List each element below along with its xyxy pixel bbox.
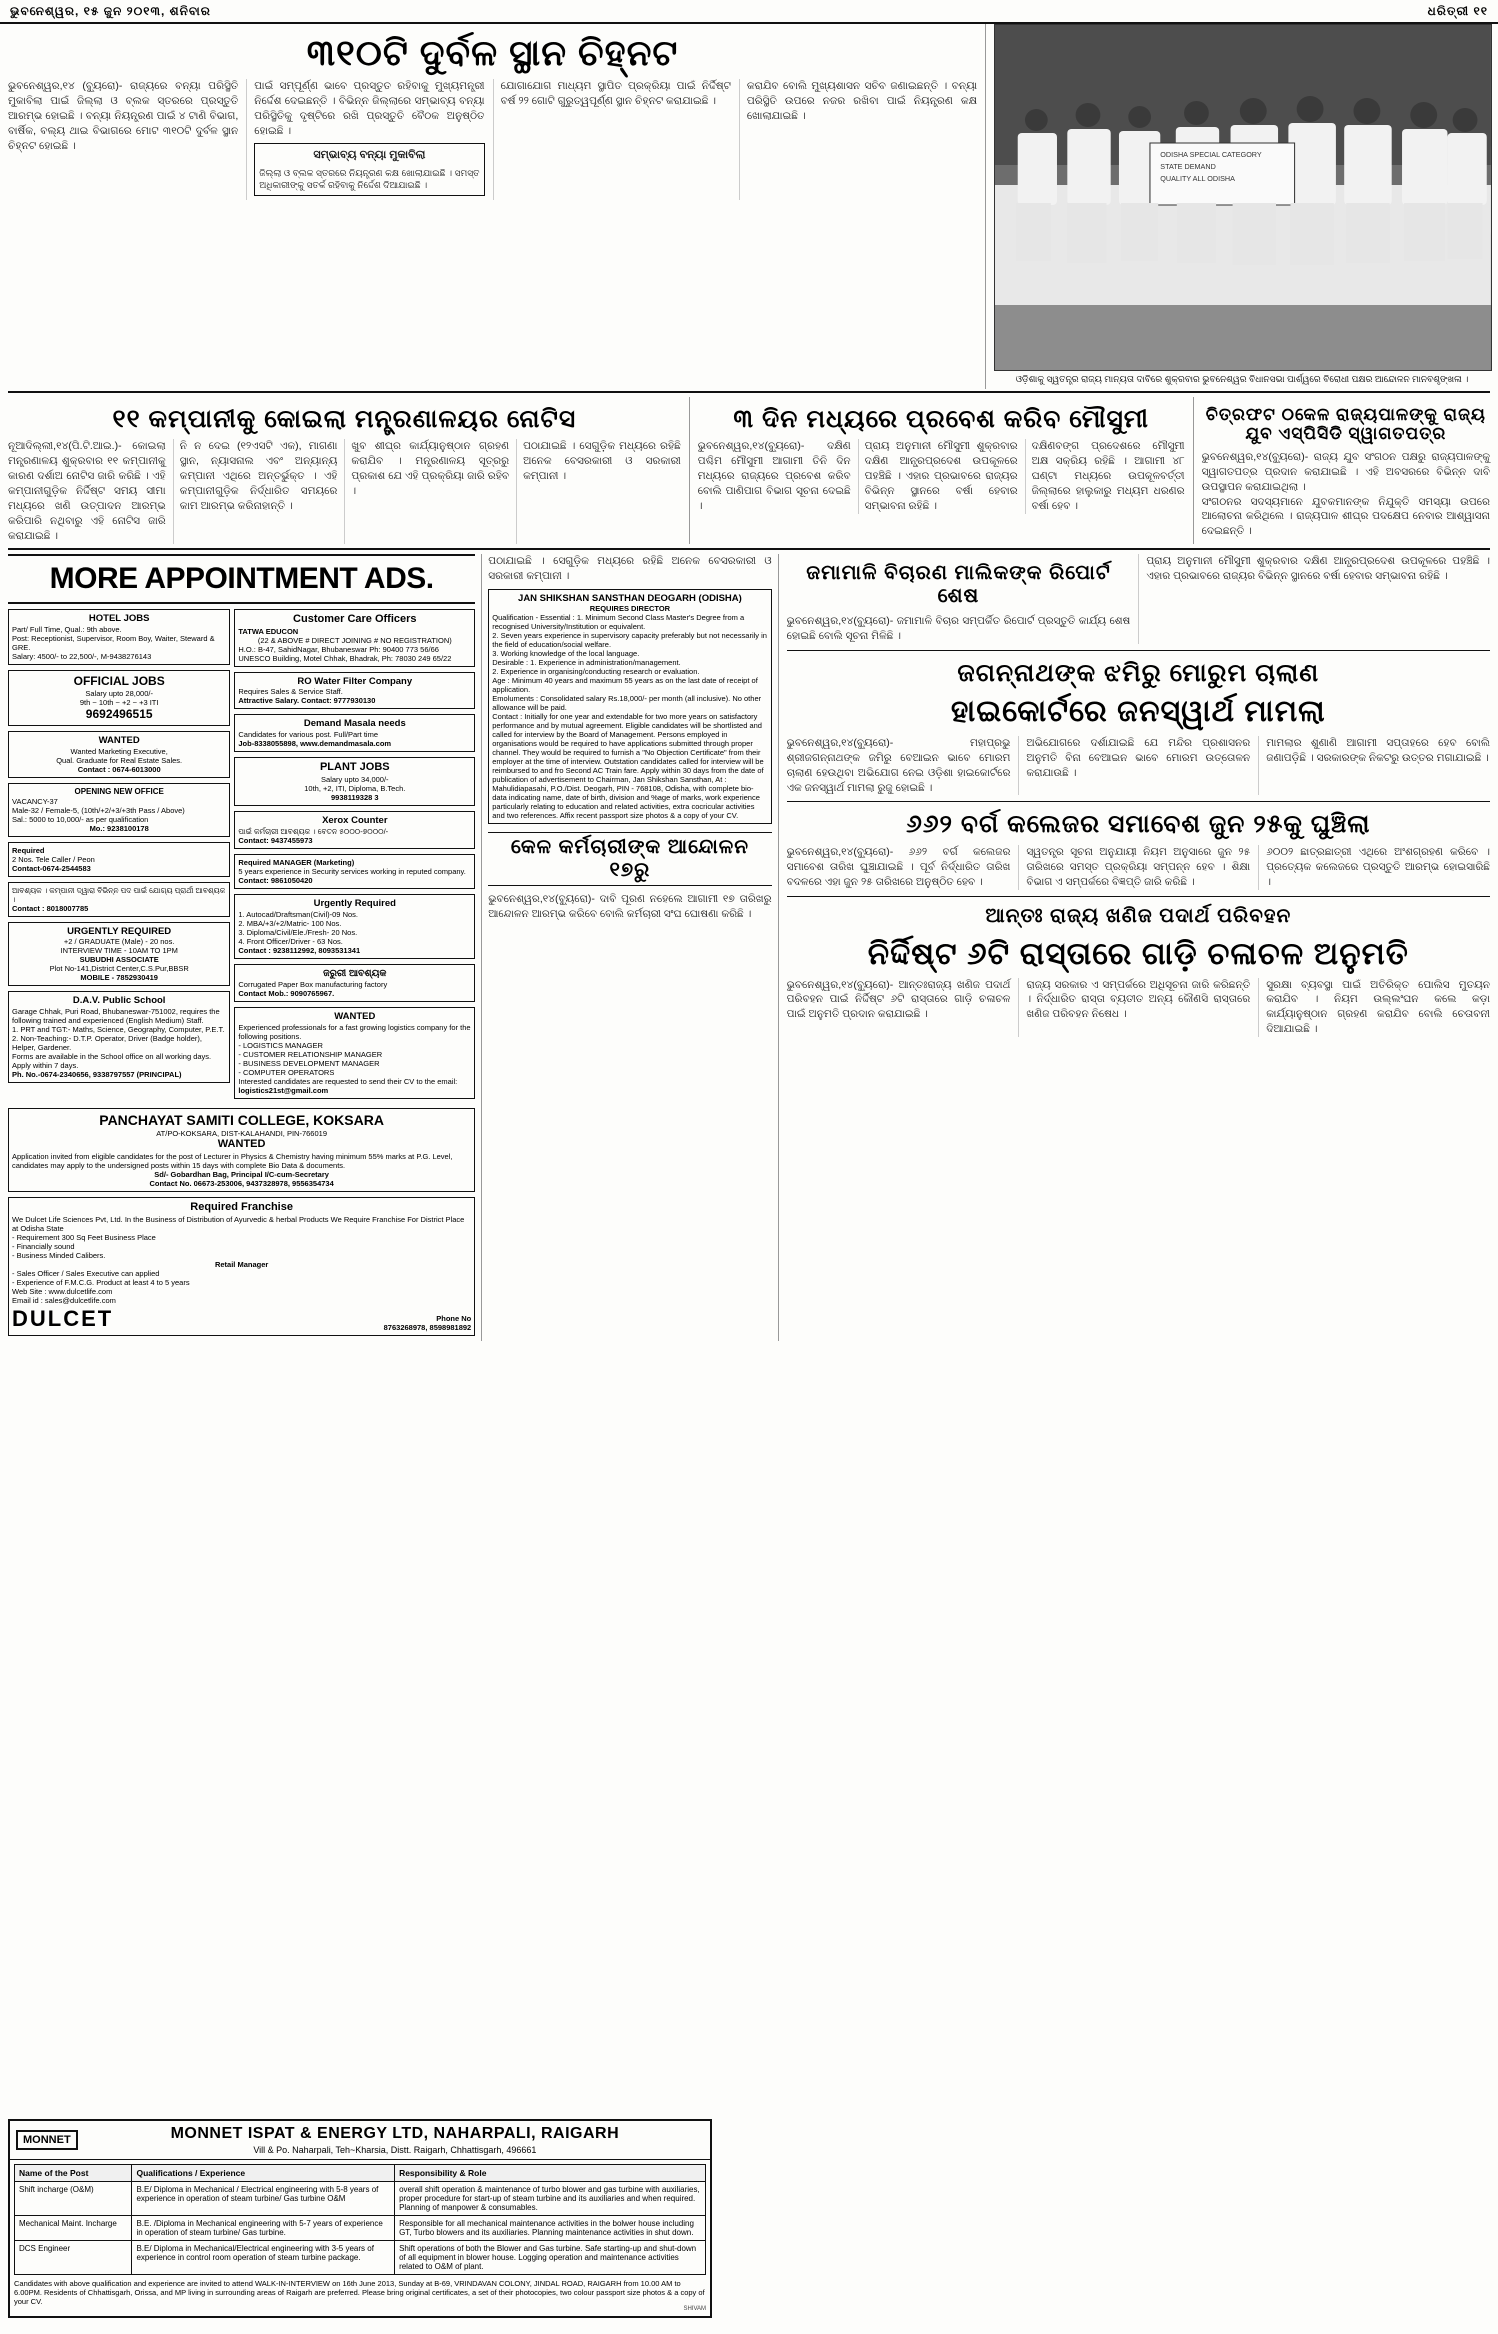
monnet-title: MONNET ISPAT & ENERGY LTD, NAHARPALI, RAIGARH xyxy=(170,2125,620,2142)
ad-dav-phone: Ph. No.-0674-2340656, 9338797557 (PRINCIPAL) xyxy=(12,1070,182,1080)
ad-jss-q1: Qualification - Essential : 1. Minimum Second Class Master's Degree from a recognised University/Institution or equivalent. xyxy=(492,613,745,632)
ad-wl-l3: - CUSTOMER RELATIONSHIP MANAGER xyxy=(238,1049,383,1059)
ad-plant-l1: Salary upto 34,000/- xyxy=(321,775,389,785)
monnet-r1-qual: B.E/ Diploma in Mechanical / Electrical engineering with 5-8 years of experience in operation of steam turbine/ Gas turbine O&M xyxy=(132,2182,395,2216)
story2-col-3: ଖୁବ ଶୀଘ୍ର କାର୍ଯ୍ୟାନୁଷ୍ଠାନ ଗ୍ରହଣ କରାଯିବ । ମନ୍ତ୍ରଣାଳୟ ସୂତ୍ରରୁ ପ୍ରକାଶ ଯେ ଏହି ପ୍ରକ୍ରିୟା ଜାରି ରହିବ । xyxy=(344,439,509,543)
monnet-subtitle: Vill & Po. Naharpali, Teh~Kharsia, Distt. Raigarh, Chhattisgarh, 496661 xyxy=(253,2145,537,2155)
monnet-r2-resp: Responsible for all mechanical maintenance activities in the bolwer house including GT, Turbo blowers and its auxiliaries. Planning maintenance activities in shut down. xyxy=(395,2216,706,2241)
ads-column xyxy=(8,554,482,1341)
ad-dulcet-title: Required Franchise xyxy=(190,1200,293,1213)
ad-opening-new-office[interactable] xyxy=(8,783,230,837)
ad-wanted-marketing-exec[interactable] xyxy=(8,731,230,778)
ad-ono-title: OPENING NEW OFFICE xyxy=(74,786,164,796)
ad-tatwa-educon[interactable] xyxy=(234,609,475,667)
story3-cont-text: ପ୍ରାୟ ଅନୁମାନୀ ମୌସୁମୀ ଶୁକ୍ରବାର ଦକ୍ଷିଣ ଆନ୍ଧ୍ରପ୍ରଦେଶ ଉପକୂଳରେ ପହଞ୍ଚିଛି । ଏହାର ପ୍ରଭାବରେ ରାଜ୍ୟର ବିଭିନ୍ନ ସ୍ଥାନରେ ବର୍ଷା ହେବାର ସମ୍ଭାବନା ରହିଛି । xyxy=(1146,554,1490,582)
ad-misc-odia[interactable] xyxy=(8,882,230,917)
ad-rmm-contact: Contact: 9861050420 xyxy=(238,875,313,885)
ad-urg-l1: +2 / GRADUATE (Male) - 20 nos. xyxy=(63,937,175,947)
masthead xyxy=(0,0,1498,24)
ad-rtc-title: Required xyxy=(12,845,45,855)
ad-jss-emol: Emoluments : Consolidated salary Rs.18,000/- per month (all inclusive). No other allowance will be paid. xyxy=(492,694,762,713)
story6-col-1: ଭୁବନେଶ୍ୱର,୧୪(ବ୍ୟୁରୋ)- ଆନ୍ତଃରାଜ୍ୟ ଖଣିଜ ପଦାର୍ଥ ପରିବହନ ପାଇଁ ନିର୍ଦ୍ଦିଷ୍ଟ ୬ଟି ରାସ୍ତାରେ ଗାଡ଼ି ଚଳାଚଳ ପାଇଁ ଅନୁମତି ପ୍ରଦାନ କରାଯାଇଛି । xyxy=(786,978,1011,1021)
ad-psc-sign: Sd/- Gobardhan Bag, Principal I/C-cum-Secretary xyxy=(154,1169,329,1179)
story6-col-3: ସୁରକ୍ଷା ବ୍ୟବସ୍ଥା ପାଇଁ ଅତିରିକ୍ତ ପୋଲିସ ମୁତୟନ କରାଯିବ । ନିୟମ ଉଲ୍ଲଂଘନ କଲେ କଡ଼ା କାର୍ଯ୍ୟାନୁଷ୍ଠାନ ଗ୍ରହଣ କରାଯିବ ବୋଲି ଚେତାବନୀ ଦିଆଯାଇଛି । xyxy=(1258,978,1490,1038)
masthead-date: ଭୁବନେଶ୍ୱର, ୧୫ ଜୁନ ୨୦୧୩, ଶନିବାର xyxy=(10,4,211,18)
rally-photo xyxy=(994,24,1492,371)
ad-plant-jobs[interactable] xyxy=(234,757,475,806)
masthead-title: ଧରିତ୍ରୀ ୧୧ xyxy=(1427,4,1488,18)
story8-col-1: ଭୁବନେଶ୍ୱର,୧୪(ବ୍ୟୁରୋ)- ଜମାମାଳି ବିଚାର ସମ୍ପର୍କିତ ରିପୋର୍ଟ ପ୍ରସ୍ତୁତି କାର୍ଯ୍ୟ ଶେଷ ହୋଇଛି ବୋଲି ସୂଚନା ମିଳିଛି । xyxy=(786,614,1131,642)
lead-inset-heading: ସମ୍ଭାବ୍ୟ ବନ୍ୟା ମୁକାବିଲା xyxy=(313,149,426,162)
story4-col-2: ଅଭିଯୋଗରେ ଦର୍ଶାଯାଇଛି ଯେ ମନ୍ଦିର ପ୍ରଶାସନର ଅନୁମତି ବିନା ବେଆଇନ ଭାବେ ମୋରମ ଉତ୍ତୋଳନ କରାଯାଉଛି । xyxy=(1018,736,1250,796)
monnet-r3-qual: B.E/ Diploma in Mechanical/Electrical engineering with 3-5 years of experience in control room operation of steam turbine package. xyxy=(132,2241,395,2275)
photo-graphic xyxy=(995,25,1491,370)
ad-psc-title: PANCHAYAT SAMITI COLLEGE, KOKSARA xyxy=(99,1111,384,1128)
ad-misc-odia-contact: Contact : 8018007785 xyxy=(12,903,89,913)
ad-dav-l4: Forms are available in the School office on all working days. Apply within 7 days. xyxy=(12,1052,212,1071)
ad-dav-public-school[interactable] xyxy=(8,991,230,1083)
divider-4 xyxy=(787,801,1490,802)
ad-dulcet-role: Retail Manager xyxy=(214,1259,269,1269)
story5-col-1: ଭୁବନେଶ୍ୱର,୧୪(ବ୍ୟୁରୋ)- ୬୬୨ ବର୍ଗ କଲେଜର ସମାବେଶ ତାରିଖ ଘୁଞ୍ଚାଯାଇଛି । ପୂର୍ବ ନିର୍ଦ୍ଧାରିତ ତାରିଖ ବଦଳରେ ଏହା ଜୁନ ୨୫ ତାରିଖରେ ଅନୁଷ୍ଠିତ ହେବ । xyxy=(786,846,1011,889)
monnet-r2-post: Mechanical Maint. Incharge xyxy=(15,2216,132,2241)
photo-caption: ଓଡ଼ିଶାକୁ ସ୍ୱତନ୍ତ୍ର ରାଜ୍ୟ ମାନ୍ୟତା ଦାବିରେ ଶୁକ୍ରବାର ଭୁବନେଶ୍ୱର ବିଧାନସଭା ପାର୍ଶ୍ୱରେ ବିରୋଧୀ ପକ୍ଷର ଆନ୍ଦୋଳନ ମାନବଶୃଙ୍ଖଳା । xyxy=(1015,374,1469,384)
story2-col-1: ନୂଆଦିଲ୍ଲୀ,୧୪(ପି.ଟି.ଆଇ.)- କୋଇଲା ମନ୍ତ୍ରଣାଳୟ ଶୁକ୍ରବାର ୧୧ କମ୍ପାନୀକୁ କାରଣ ଦର୍ଶାଅ ନୋଟିସ ଜାରି କରିଛି । ଏହି କମ୍ପାନୀଗୁଡ଼ିକ ନିର୍ଦ୍ଦିଷ୍ଟ ସମୟ ସୀମା ମଧ୍ୟରେ ଖଣି ଉତ୍ପାଦନ ଆରମ୍ଭ କରିପାରି ନଥିବାରୁ ଏହି ନୋଟିସ ଜାରି କରାଯାଇଛି । xyxy=(8,440,166,542)
ad-url-l4: 4. Front Officer/Driver - 63 Nos. xyxy=(238,936,343,946)
story9-col-2: ସଂଗଠନର ସଦସ୍ୟମାନେ ଯୁବକମାନଙ୍କ ନିଯୁକ୍ତି ସମସ୍ୟା ଉପରେ ଆଲୋଚନା କରିଥିଲେ । ରାଜ୍ୟପାଳ ଶୀଘ୍ର ପଦକ୍ଷେପ ନେବାର ଆଶ୍ୱାସନା ଦେଇଛନ୍ତି । xyxy=(1201,495,1490,538)
ad-psc-wanted: WANTED xyxy=(217,1138,266,1151)
story4-headline-1: ଜଗନ୍ନାଥଙ୍କ ଝମିରୁ ମୋରୁମ ଚାଲାଣ xyxy=(957,658,1320,687)
divider-5 xyxy=(787,896,1490,897)
ad-cpb-contact: Contact Mob.: 9090765967. xyxy=(238,988,335,998)
story8-and-story3-cont xyxy=(787,554,1490,644)
ad-ro-l2: Attractive Salary. Contact: 9777930130 xyxy=(238,696,376,706)
story2-overflow: ପଠାଯାଇଛି । ସେଗୁଡ଼ିକ ମଧ୍ୟରେ ରହିଛି ଅନେକ ବେସରକାରୀ ଓ ସରକାରୀ କମ୍ପାନୀ । xyxy=(488,554,772,582)
ad-urgently-required-list[interactable] xyxy=(234,894,475,959)
story3-headline: ୩ ଦିନ ମଧ୍ୟରେ ପ୍ରବେଶ କରିବ ମୌସୁମୀ xyxy=(733,404,1149,433)
divider-2 xyxy=(8,548,1490,550)
ad-ono-mobile: Mo.: 9238100178 xyxy=(89,823,149,833)
monnet-header-row xyxy=(15,2165,706,2182)
monnet-col-resp: Responsibility & Role xyxy=(395,2165,706,2182)
divider-1 xyxy=(8,391,1490,393)
ad-tatwa-l4: UNESCO Building, Motel Chhak, Bhadrak, Ph: 78030 249 65/22 xyxy=(238,653,452,663)
table-row xyxy=(15,2216,706,2241)
ad-wl-l2: - LOGISTICS MANAGER xyxy=(238,1040,323,1050)
ad-dulcet-franchise[interactable] xyxy=(8,1197,475,1336)
ad-ro-title: RO Water Filter Company xyxy=(297,675,413,687)
lead-inset-text: ଜିଲ୍ଲା ଓ ବ୍ଲକ ସ୍ତରରେ ନିୟନ୍ତ୍ରଣ କକ୍ଷ ଖୋଲାଯାଇଛି । ସମସ୍ତ ଅଧିକାରୀଙ୍କୁ ସତର୍କ ରହିବାକୁ ନିର୍ଦ୍ଦେଶ ଦିଆଯାଇଛି । xyxy=(259,167,480,190)
ad-xerox-contact: Contact: 9437455973 xyxy=(238,835,313,845)
ad-url-contact: Contact : 9238112992, 8093531341 xyxy=(238,945,361,955)
ad-official-jobs-l1: Salary upto 28,000/- xyxy=(85,688,153,698)
ad-hotel-jobs[interactable] xyxy=(8,609,230,665)
ad-jss-title: JAN SHIKSHAN SANSTHAN DEOGARH (ODISHA) xyxy=(518,592,742,604)
svg-text:STATE DEMAND: STATE DEMAND xyxy=(1160,163,1216,171)
ad-url-l3: 3. Diploma/Civil/Ele./Fresh- 20 Nos. xyxy=(238,927,358,937)
more-appointment-ads-banner: MORE APPOINTMENT ADS. xyxy=(8,554,475,604)
monnet-jobs-table xyxy=(14,2164,706,2275)
story5-headline: ୬୬୨ ବର୍ଗ କଲେଜର ସମାବେଶ ଜୁନ ୨୫କୁ ଘୁଞ୍ଚିଲା xyxy=(906,810,1371,839)
ad-misc-odia-text: ଆବଶ୍ୟକ । କମ୍ପାନୀ ଦ୍ୱାରା ବିଭିନ୍ନ ପଦ ପାଇଁ ଯୋଗ୍ୟ ପ୍ରାର୍ଥୀ ଆବଶ୍ୟକ । xyxy=(12,885,226,904)
story4-col-1: ଭୁବନେଶ୍ୱର,୧୪(ବ୍ୟୁରୋ)- ମହାପ୍ରଭୁ ଶ୍ରୀଜଗନ୍ନାଥଙ୍କ ଜମିରୁ ବେଆଇନ ଭାବେ ମୋରମ ଚାଲାଣ ହେଉଥିବା ଅଭିଯୋଗ ନେଇ ଓଡ଼ିଶା ହାଇକୋର୍ଟରେ ଏକ ଜନସ୍ୱାର୍ଥ ମାମଲା ରୁଜୁ ହୋଇଛି । xyxy=(786,736,1011,794)
ad-wl-l5: - COMPUTER OPERATORS xyxy=(238,1067,335,1077)
ad-plant-title: PLANT JOBS xyxy=(319,761,390,774)
monnet-col-post: Name of the Post xyxy=(15,2165,132,2182)
story4-block xyxy=(787,659,1490,796)
story2-headline: ୧୧ କମ୍ପାନୀକୁ କୋଇଲା ମନ୍ତ୍ରଣାଳୟର ନୋଟିସ xyxy=(112,404,577,433)
ad-wl-l1: Experienced professionals for a fast growing logistics company for the following positions. xyxy=(238,1022,471,1041)
right-column xyxy=(779,554,1490,1341)
story6-headline-2: ନିର୍ଦ୍ଦିଷ୍ଟ ୬ଟି ରାସ୍ତାରେ ଗାଡ଼ି ଚଳାଚଳ ଅନୁମତି xyxy=(867,935,1409,971)
ad-tatwa-l2: (22 & ABOVE # DIRECT JOINING # NO REGISTRATION) xyxy=(257,635,452,645)
table-row xyxy=(15,2182,706,2216)
ad-dulcet-logo: DULCET xyxy=(12,1305,114,1331)
ad-hotel-jobs-l1: Part/ Full Time, Qual.: 9th above. xyxy=(12,624,122,634)
monnet-r1-resp: overall shift operation & maintenance of turbo blower and gas turbine with auxiliaries, proper procedure for start-up of steam turbine and its auxiliaries and when required. Planning of manpower & consumables. xyxy=(395,2182,706,2216)
story6-headline-1: ଆନ୍ତଃ ରାଜ୍ୟ ଖଣିଜ ପଦାର୍ଥ ପରିବହନ xyxy=(985,904,1292,927)
ad-jss-contact: Contact : Initially for one year and extendable for two more years on satisfactory performance and by mutual agreement. Eligible candidates will be shortlisted and called for interview by the Board of Management. Persons employed in organisations would be required to have applications submitted through proper channel. They would be required to furnish a "No Objection Certificate" from their employer at the time of interview. Outstation candidates called for interview will be reimbursed to and fro Second AC Train fare. Apply within 30 days from the date of publication of advertisement to Chairman, Jan Shikshan Sansthan, At : Mahulidiapasahi, P.O./Dist. Deogarh, PIN - 768108, Odisha, with complete bio-data indicating name, date of birth, division and %age of marks, work experience particularly relating to education and related activities, extra cocricular activities and two references. Affix recent passport size photos & a copy of your CV. xyxy=(492,712,764,821)
ad-xerox-l1: ପାଇଁ କର୍ମଚାରୀ ଆବଶ୍ୟକ । ବେତନ ୫୦୦୦-୭୦୦୦/- xyxy=(238,826,389,836)
ad-dulcet-l7: - Experience of F.M.C.G. Product at least 4 to 5 years xyxy=(12,1277,190,1287)
ad-urg-l4: Plot No-141,District Center,C.S.Pur,BBSR xyxy=(49,964,189,974)
svg-text:QUALITY ALL ODISHA: QUALITY ALL ODISHA xyxy=(1160,175,1236,183)
ad-jss-d1: Desirable : 1. Experience in administration/management. xyxy=(492,658,681,668)
ad-dulcet-l6: - Sales Officer / Sales Executive can applied xyxy=(12,1268,160,1278)
ad-jss-d2: 2. Experience in organising/conducting research or evaluation. xyxy=(492,667,700,677)
ad-url-l1: 1. Autocad/Draftsman(Civil)-09 Nos. xyxy=(238,909,358,919)
ad-panchayat-samiti-college[interactable] xyxy=(8,1108,475,1192)
lead-col-2 xyxy=(246,79,484,200)
ad-wme-l1: Wanted Marketing Executive, xyxy=(70,746,168,756)
ad-dulcet-web[interactable]: Web Site : www.dulcetlife.com xyxy=(12,1286,113,1296)
story5-block xyxy=(787,810,1490,889)
ad-ro-l1: Requires Sales & Service Staff. xyxy=(238,687,343,697)
ad-tatwa-l3: H.O.: B-47, SahidNagar, Bhubaneswar Ph: 90400 773 56/66 xyxy=(238,644,439,654)
ad-hotel-jobs-title: HOTEL JOBS xyxy=(88,612,150,624)
ad-demand-masala[interactable] xyxy=(234,714,475,752)
ad-corrugated-paper-box[interactable] xyxy=(234,964,475,1002)
lead-photo-block xyxy=(986,24,1490,389)
ad-urgently-required-graduate[interactable] xyxy=(8,922,230,987)
table-row xyxy=(15,2241,706,2275)
monnet-r2-qual: B.E. /Diploma in Mechanical engineering with 5-7 years of experience in operation of steam turbine/ Gas turbine. xyxy=(132,2216,395,2241)
lead-inset-box xyxy=(254,143,484,196)
monnet-r3-resp: Shift operations of both the Blower and Gas turbine. Safe starting-up and shut-down of all equipment in blower house. Logging operation and maintenance activities related to O&M of plant. xyxy=(395,2241,706,2275)
ad-wl-email[interactable]: logistics21st@gmail.com xyxy=(238,1085,329,1095)
lead-story xyxy=(8,24,986,389)
ad-required-manager-marketing[interactable] xyxy=(234,854,475,889)
ad-xerox-counter[interactable] xyxy=(234,811,475,849)
story6-col-2: ରାଜ୍ୟ ସରକାର ଏ ସମ୍ପର୍କରେ ଅଧିସୂଚନା ଜାରି କରିଛନ୍ତି । ନିର୍ଦ୍ଧାରିତ ରାସ୍ତା ବ୍ୟତୀତ ଅନ୍ୟ କୌଣସି ରାସ୍ତାରେ ଖଣିଜ ପରିବହନ ନିଷେଧ । xyxy=(1018,978,1250,1038)
story2-block xyxy=(8,397,690,544)
story3-col-2: ପ୍ରାୟ ଅନୁମାନୀ ମୌସୁମୀ ଶୁକ୍ରବାର ଦକ୍ଷିଣ ଆନ୍ଧ୍ରପ୍ରଦେଶ ଉପକୂଳରେ ପହଞ୍ଚିଛି । ଏହାର ପ୍ରଭାବରେ ରାଜ୍ୟର ବିଭିନ୍ନ ସ୍ଥାନରେ ବର୍ଷା ହେବାର ସମ୍ଭାବନା ରହିଛି । xyxy=(858,439,1018,514)
monnet-ad[interactable] xyxy=(8,2119,712,2324)
story5-col-2: ସ୍ୱତନ୍ତ୍ର ସୂଚନା ଅନୁଯାୟୀ ନିୟମ ଅନୁସାରେ ଜୁନ ୨୫ ତାରିଖରେ ସମସ୍ତ ପ୍ରକ୍ରିୟା ସମ୍ପନ୍ନ ହେବ । ଶିକ୍ଷା ବିଭାଗ ଏ ସମ୍ପର୍କରେ ବିଜ୍ଞପ୍ତି ଜାରି କରିଛି । xyxy=(1018,845,1250,890)
ad-dulcet-phone: 8763268978, 8598981892 xyxy=(383,1323,472,1333)
ad-dulcet-l2: - Requirement 300 Sq Feet Business Place xyxy=(12,1232,156,1242)
story3-block xyxy=(690,397,1194,544)
ad-dav-title: D.A.V. Public School xyxy=(72,995,166,1007)
ad-ono-l2: Male-32 / Female-5, (10th/+2/+3/+3th Pass / Above) xyxy=(12,805,185,815)
story6-block xyxy=(787,905,1490,1037)
ad-wl-l6: Interested candidates are requested to send their CV to the email: xyxy=(238,1076,458,1086)
ad-ono-l1: VACANCY-37 xyxy=(12,796,58,806)
ad-jss-q3: 3. Working knowledge of the local language. xyxy=(492,649,640,659)
ad-wme-title: WANTED xyxy=(98,734,140,746)
ad-jan-shikshan-sansthan[interactable] xyxy=(488,589,771,825)
ad-dulcet-l4: - Business Minded Calibers. xyxy=(12,1250,106,1260)
ad-wl-title: WANTED xyxy=(334,1010,376,1022)
ad-dulcet-l1: We Dulcet Life Sciences Pvt, Ltd. In the Business of Distribution of Ayurvedic & herbal Products We Require Franchise For District Place at Odisha State xyxy=(12,1214,465,1233)
ad-plant-l2: 10th, +2, ITI, Diploma, B.Tech. xyxy=(304,784,406,794)
ad-urg-title: URGENTLY REQUIRED xyxy=(67,925,172,937)
ad-ono-l3: Sal.: 5000 to 10,000/- as per qualification xyxy=(12,814,149,824)
ad-dulcet-l3: - Financially sound xyxy=(12,1241,75,1251)
ad-url-l2: 2. MBA/+3/+2/Matric- 100 Nos. xyxy=(238,918,342,928)
monnet-logo: MONNET xyxy=(16,2130,78,2150)
ad-tatwa-brand: TATWA EDUCON xyxy=(238,626,299,636)
ad-dm-l1: Candidates for various post. Full/Part time xyxy=(238,730,379,740)
ad-wme-l2: Qual. Graduate for Real Estate Sales. xyxy=(56,755,183,765)
ad-dm-l2: Job-8338055898, www.demandmasala.com xyxy=(238,739,392,749)
ad-dav-l2: 1. PRT and TGT:- Maths, Science, Geography, Computer, P.E.T. xyxy=(12,1025,225,1035)
story3-cont-block xyxy=(1138,554,1490,644)
ad-dm-title: Demand Masala needs xyxy=(303,718,406,730)
lead-col-3: ଯୋଗାଯୋଗ ମାଧ୍ୟମ ସ୍ଥାପିତ ପ୍ରକ୍ରିୟା ପାଇଁ ନିର୍ଦ୍ଦିଷ୍ଟ ବର୍ଷ ୨୨ ଗୋଟି ଗୁରୁତ୍ୱପୂର୍ଣ୍ଣ ସ୍ଥାନ ଚିହ୍ନଟ କରାଯାଇଛି । xyxy=(493,79,731,200)
lower-area xyxy=(0,554,1498,1341)
ad-tatwa-title: Customer Care Officers xyxy=(293,612,417,625)
ad-dav-l3: 2. Non-Teaching:- D.T.P. Operator, Driver (Badge holder), Helper, Gardener. xyxy=(12,1034,202,1053)
ad-rtc-contact: Contact-0674-2544583 xyxy=(12,863,91,873)
story4-col-3: ମାମଲାର ଶୁଣାଣି ଆଗାମୀ ସପ୍ତାହରେ ହେବ ବୋଲି ଜଣାପଡ଼ିଛି । ସରକାରଙ୍କ ନିକଟରୁ ଉତ୍ତର ମଗାଯାଇଛି । xyxy=(1258,736,1490,796)
ad-rmm-l1: 5 years experience in Security services working in reputed company. xyxy=(238,866,466,876)
ad-xerox-title: Xerox Counter xyxy=(322,815,388,827)
ad-cpb-l1: Corrugated Paper Box manufacturing factory xyxy=(238,979,388,989)
ad-urg-mobile: MOBILE - 7852930419 xyxy=(80,973,158,983)
ad-official-jobs-l2: 9th ~ 10th ~ +2 ~ +3 ITI xyxy=(79,697,159,707)
story2-col-4: ପଠାଯାଇଛି । ସେଗୁଡ଼ିକ ମଧ୍ୟରେ ରହିଛି ଅନେକ ବେସରକାରୀ ଓ ସରକାରୀ କମ୍ପାନୀ । xyxy=(516,439,681,543)
monnet-signature: SHIVAM xyxy=(683,2306,707,2312)
ad-urg-l2: INTERVIEW TIME - 10AM TO 1PM xyxy=(60,946,178,956)
ad-rmm-title: Required MANAGER (Marketing) xyxy=(238,857,355,867)
lead-col-1: ଭୁବନେଶ୍ୱର,୧୪ (ବ୍ୟୁରୋ)- ରାଜ୍ୟରେ ବନ୍ୟା ପରିସ୍ଥିତି ମୁକାବିଲା ପାଇଁ ଜିଲ୍ଲା ଓ ବ୍ଲକ ସ୍ତରରେ ପ୍ରସ୍ତୁତି ଆରମ୍ଭ ହୋଇଛି । ବନ୍ୟା ନିୟନ୍ତ୍ରଣ ପାଇଁ ୪ ଟାଣି ବିଭାଗ, ବାର୍ଷିକ, ବଲ୍ୟ ଥାଇ ବିଭାଗରେ ମୋଟ ୩୧୦ଟି ଦୁର୍ବଳ ସ୍ଥାନ ଚିହ୍ନଟ ହୋଇଛି । xyxy=(8,80,239,153)
monnet-r3-post: DCS Engineer xyxy=(15,2241,132,2275)
ad-wanted-logistics[interactable] xyxy=(234,1007,475,1099)
story7-headline: କେଳ କର୍ମଚାରୀଙ୍କ ଆନ୍ଦୋଳନ ୧୭ରୁ xyxy=(488,832,771,886)
story2-col-2: ନି ନ ଦେଇ (୧୨ଏସଟି ଏକ), ମାଗଣା ସ୍ଥାନ, ନ୍ୟାସନାଲ ଏବଂ ଅନ୍ୟାନ୍ୟ କମ୍ପାନୀ ଏଥିରେ ଅନ୍ତର୍ଭୁକ୍ତ । ଏହି କମ୍ପାନୀଗୁଡ଼ିକ ନିର୍ଦ୍ଧାରିତ ସମୟରେ କାମ ଆରମ୍ଭ କରିନାହାନ୍ତି । xyxy=(173,439,338,543)
ad-url-title: Urgently Required xyxy=(313,897,396,909)
ad-jss-age: Age : Minimum 40 years and maximum 55 years as on the last date of receipt of application. xyxy=(492,676,758,695)
ad-urg-l3: SUBUDHI ASSOCIATE xyxy=(79,955,159,965)
lead-headline: ୩୧୦ଟି ଦୁର୍ବଳ ସ୍ଥାନ ଚିହ୍ନଟ xyxy=(306,32,679,73)
story9-headline: ଚିତ୍ରଫଟ ୦କେଳ ରାଜ୍ୟପାଳଙ୍କୁ ରାଜ୍ୟ ଯୁବ ଏସ୍‌ପିସିଡି ସ୍ୱାଗତପତ୍ର xyxy=(1205,404,1486,444)
story9-col-1: ଭୁବନେଶ୍ୱର,୧୪(ବ୍ୟୁରୋ)- ରାଜ୍ୟ ଯୁବ ସଂଗଠନ ପକ୍ଷରୁ ରାଜ୍ୟପାଳଙ୍କୁ ସ୍ୱାଗତପତ୍ର ପ୍ରଦାନ କରାଯାଇଛି । ଏହି ଅବସରରେ ବିଭିନ୍ନ ଦାବି ଉପସ୍ଥାପନ କରାଯାଇଥିଲା । xyxy=(1201,450,1490,493)
divider-3 xyxy=(787,650,1490,651)
story5-col-3: ୬୦୦୨ ଛାତ୍ରଛାତ୍ରୀ ଏଥିରେ ଅଂଶଗ୍ରହଣ କରିବେ । ପ୍ରତ୍ୟେକ କଲେଜରେ ପ୍ରସ୍ତୁତି ଆରମ୍ଭ ହୋଇସାରିଛି । xyxy=(1258,845,1490,890)
story7-col-1: ଭୁବନେଶ୍ୱର,୧୪(ବ୍ୟୁରୋ)- ଦାବି ପୂରଣ ନହେଲେ ଆଗାମୀ ୧୭ ତାରିଖରୁ ଆନ୍ଦୋଳନ ଆରମ୍ଭ କରିବେ ବୋଲି କର୍ମଚାରୀ ସଂଘ ଘୋଷଣା କରିଛି । xyxy=(488,893,772,921)
ad-dav-l1: Garage Chhak, Puri Road, Bhubaneswar-751002, requires the following trained and experienced (English Medium) Staff. xyxy=(12,1007,220,1026)
story4-headline-2: ହାଇକୋର୍ଟରେ ଜନସ୍ୱାର୍ଥ ମାମଲା xyxy=(950,695,1326,729)
story8-headline: ଜମାମାଳି ବିଚାରଣ ମାଲିକଙ୍କ ରିପୋର୍ଟ ଶେଷ xyxy=(806,561,1111,607)
ad-official-jobs[interactable] xyxy=(8,670,230,726)
ad-dulcet-phone-label: Phone No xyxy=(436,1314,472,1324)
ad-required-tele-caller[interactable] xyxy=(8,842,230,877)
story3-col-1: ଭୁବନେଶ୍ୱର,୧୪(ବ୍ୟୁରୋ)- ଦକ୍ଷିଣ ପଶ୍ଚିମ ମୌସୁମୀ ଆଗାମୀ ତିନି ଦିନ ମଧ୍ୟରେ ରାଜ୍ୟରେ ପ୍ରବେଶ କରିବ ବୋଲି ପାଣିପାଗ ବିଭାଗ ସୂଚନା ଦେଇଛି । xyxy=(697,440,851,513)
monnet-r1-post: Shift incharge (O&M) xyxy=(15,2182,132,2216)
lead-col-4: କରାଯିବ ବୋଲି ମୁଖ୍ୟଶାସନ ସଚିବ ଜଣାଇଛନ୍ତି । ବନ୍ୟା ପରିସ୍ଥିତି ଉପରେ ନଜର ରଖିବା ପାଇଁ ନିୟନ୍ତ୍ରଣ କକ୍ଷ ଖୋଲାଯାଇଛି । xyxy=(739,79,977,200)
ad-rtc-l1: 2 Nos. Tele Caller / Peon xyxy=(12,854,95,864)
ad-psc-body: Application invited from eligible candidates for the post of Lecturer in Physics & Chemistry having minimum 55% marks at P.G. Level, candidates may apply to the undersigned posts within 15 days with complete Bio Data & documents. xyxy=(12,1151,453,1170)
top-section xyxy=(0,24,1498,389)
monnet-col-qual: Qualifications / Experience xyxy=(132,2165,395,2182)
second-band xyxy=(0,397,1498,544)
ad-ro-water-filter[interactable] xyxy=(234,672,475,710)
ad-plant-phone: 9938119328 3 xyxy=(331,793,379,803)
lead-col-2-text: ପାଇଁ ସମ୍ପୂର୍ଣ୍ଣ ଭାବେ ପ୍ରସ୍ତୁତ ରହିବାକୁ ମୁଖ୍ୟମନ୍ତ୍ରୀ ନିର୍ଦ୍ଦେଶ ଦେଇଛନ୍ତି । ବିଭିନ୍ନ ଜିଲ୍ଲାରେ ସମ୍ଭାବ୍ୟ ବନ୍ୟା ପରିସ୍ଥିତିକୁ ଦୃଷ୍ଟିରେ ରଖି ପ୍ରସ୍ତୁତି ବୈଠକ ଅନୁଷ୍ଠିତ ହୋଇଛି । xyxy=(254,80,485,138)
story8-block xyxy=(787,554,1131,644)
ad-wme-contact: Contact : 0674-6013000 xyxy=(77,764,161,774)
middle-column xyxy=(482,554,778,1341)
monnet-footer: Candidates with above qualification and experience are invited to attend WALK-IN-INTERVIEW on 16th June 2013, Sunday at B-69, VRINDAVAN COLONY, JINDAL ROAD, RAIGARH from 10.00 AM to 6.00PM. Residents of Chhattisgarh, Orissa, and MP living in surrounding areas of Raigarh are preferred. Please bring original certificates, a set of their photocopies, two colour passport size photos & a copy of your CV. xyxy=(14,2279,705,2306)
ad-hotel-jobs-l3: Salary: 4500/- to 22,500/-, M-9438276143 xyxy=(12,651,152,661)
ad-wl-l4: - BUSINESS DEVELOPMENT MANAGER xyxy=(238,1058,380,1068)
ad-jss-q2: 2. Seven years experience in supervisory capacity preferably but not necessarily in the field of education/social welfare. xyxy=(492,631,767,650)
ad-jss-post: REQUIRES DIRECTOR xyxy=(589,604,671,614)
ad-psc-contact: Contact No. 06673-253006, 9437328978, 9556354734 xyxy=(149,1178,334,1188)
story9-block xyxy=(1194,397,1490,544)
svg-text:ODISHA SPECIAL CATEGORY: ODISHA SPECIAL CATEGORY xyxy=(1160,151,1262,159)
ad-cpb-title: ଜରୁରୀ ଆବଶ୍ୟକ xyxy=(323,967,387,979)
story3-col-3: ଦକ୍ଷିଣବଙ୍ଗ ପ୍ରଦେଶରେ ମୌସୁମୀ ଅକ୍ଷ ସକ୍ରିୟ ରହିଛି । ଆଗାମୀ ୪୮ ଘଣ୍ଟା ମଧ୍ୟରେ ଉପକୂଳବର୍ତ୍ତୀ ଜିଲ୍ଲାରେ ହାଲୁକାରୁ ମଧ୍ୟମ ଧରଣର ବର୍ଷା ହେବ । xyxy=(1025,439,1185,514)
ad-dulcet-email[interactable]: Email id : sales@dulcetlife.com xyxy=(12,1295,116,1305)
ad-official-jobs-title: OFFICIAL JOBS xyxy=(73,673,165,688)
ad-official-jobs-phone: 9692496515 xyxy=(85,706,153,721)
ad-hotel-jobs-l2: Post: Receptionist, Supervisor, Room Boy, Waiter, Steward & GRE. xyxy=(12,633,215,652)
ad-psc-l1: AT/PO-KOKSARA, DIST-KALAHANDI, PIN-766019 xyxy=(156,1129,327,1139)
